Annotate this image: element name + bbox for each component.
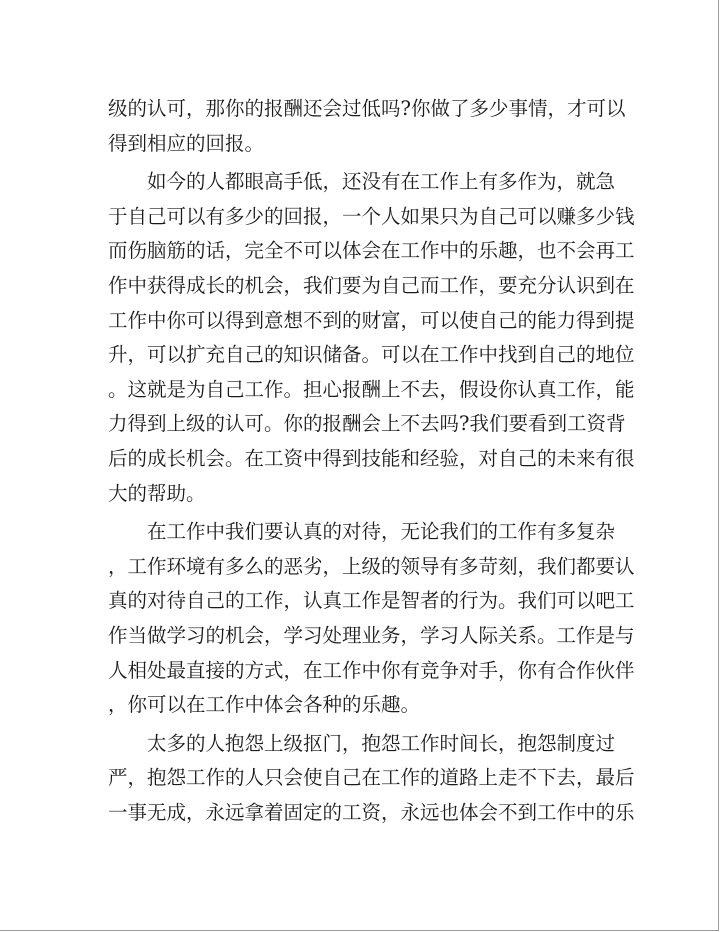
text-line: 大的帮助。	[108, 481, 206, 505]
text-line: 如今的人都眼高手低，还没有在工作上有多作为，就急	[147, 170, 616, 194]
text-line: ，你可以在工作中体会各种的乐趣。	[108, 693, 421, 717]
paragraph-4	[108, 727, 635, 831]
text-line: 而伤脑筋的话，完全不可以体会在工作中的乐趣，也不会再工	[108, 239, 635, 263]
text-line: 得到相应的回报。	[108, 131, 265, 155]
text-line: 。这就是为自己工作。担心报酬上不去，假设你认真工作，能	[108, 377, 635, 401]
text-line: 作当做学习的机会，学习处理业务，学习人际关系。工作是与	[108, 623, 635, 647]
paragraph-1	[108, 92, 626, 161]
text-line: 后的成长机会。在工资中得到技能和经验，对自己的未来有很	[108, 446, 635, 470]
text-line: 太多的人抱怨上级抠门，抱怨工作时间长，抱怨制度过	[147, 731, 616, 755]
text-line: 工作中你可以得到意想不到的财富，可以使自己的能力得到提	[108, 308, 635, 332]
text-line: 于自己可以有多少的回报，一个人如果只为自己可以赚多少钱	[108, 204, 635, 228]
paragraph-2	[108, 165, 635, 511]
text-line: 严，抱怨工作的人只会使自己在工作的道路上走不下去，最后	[108, 766, 635, 790]
text-line: 人相处最直接的方式，在工作中你有竞争对手，你有合作伙伴	[108, 658, 635, 682]
text-line: 真的对待自己的工作，认真工作是智者的行为。我们可以吧工	[108, 589, 635, 613]
text-line: 级的认可，那你的报酬还会过低吗?你做了多少事情，才可以	[108, 97, 626, 120]
text-line: 在工作中我们要认真的对待，无论我们的工作有多复杂	[147, 520, 616, 544]
paragraph-3	[108, 515, 635, 723]
text-line: 一事无成，永远拿着固定的工资，永远也体会不到工作中的乐	[108, 800, 635, 824]
text-line: 作中获得成长的机会，我们要为自己而工作，要充分认识到在	[108, 273, 635, 297]
text-line: 升，可以扩充自己的知识储备。可以在工作中找到自己的地位	[108, 343, 635, 367]
text-line: 力得到上级的认可。你的报酬会上不去吗?我们要看到工资背	[108, 412, 626, 436]
text-line: ，工作环境有多么的恶劣，上级的领导有多苛刻，我们都要认	[108, 554, 635, 578]
document-body	[108, 92, 635, 830]
